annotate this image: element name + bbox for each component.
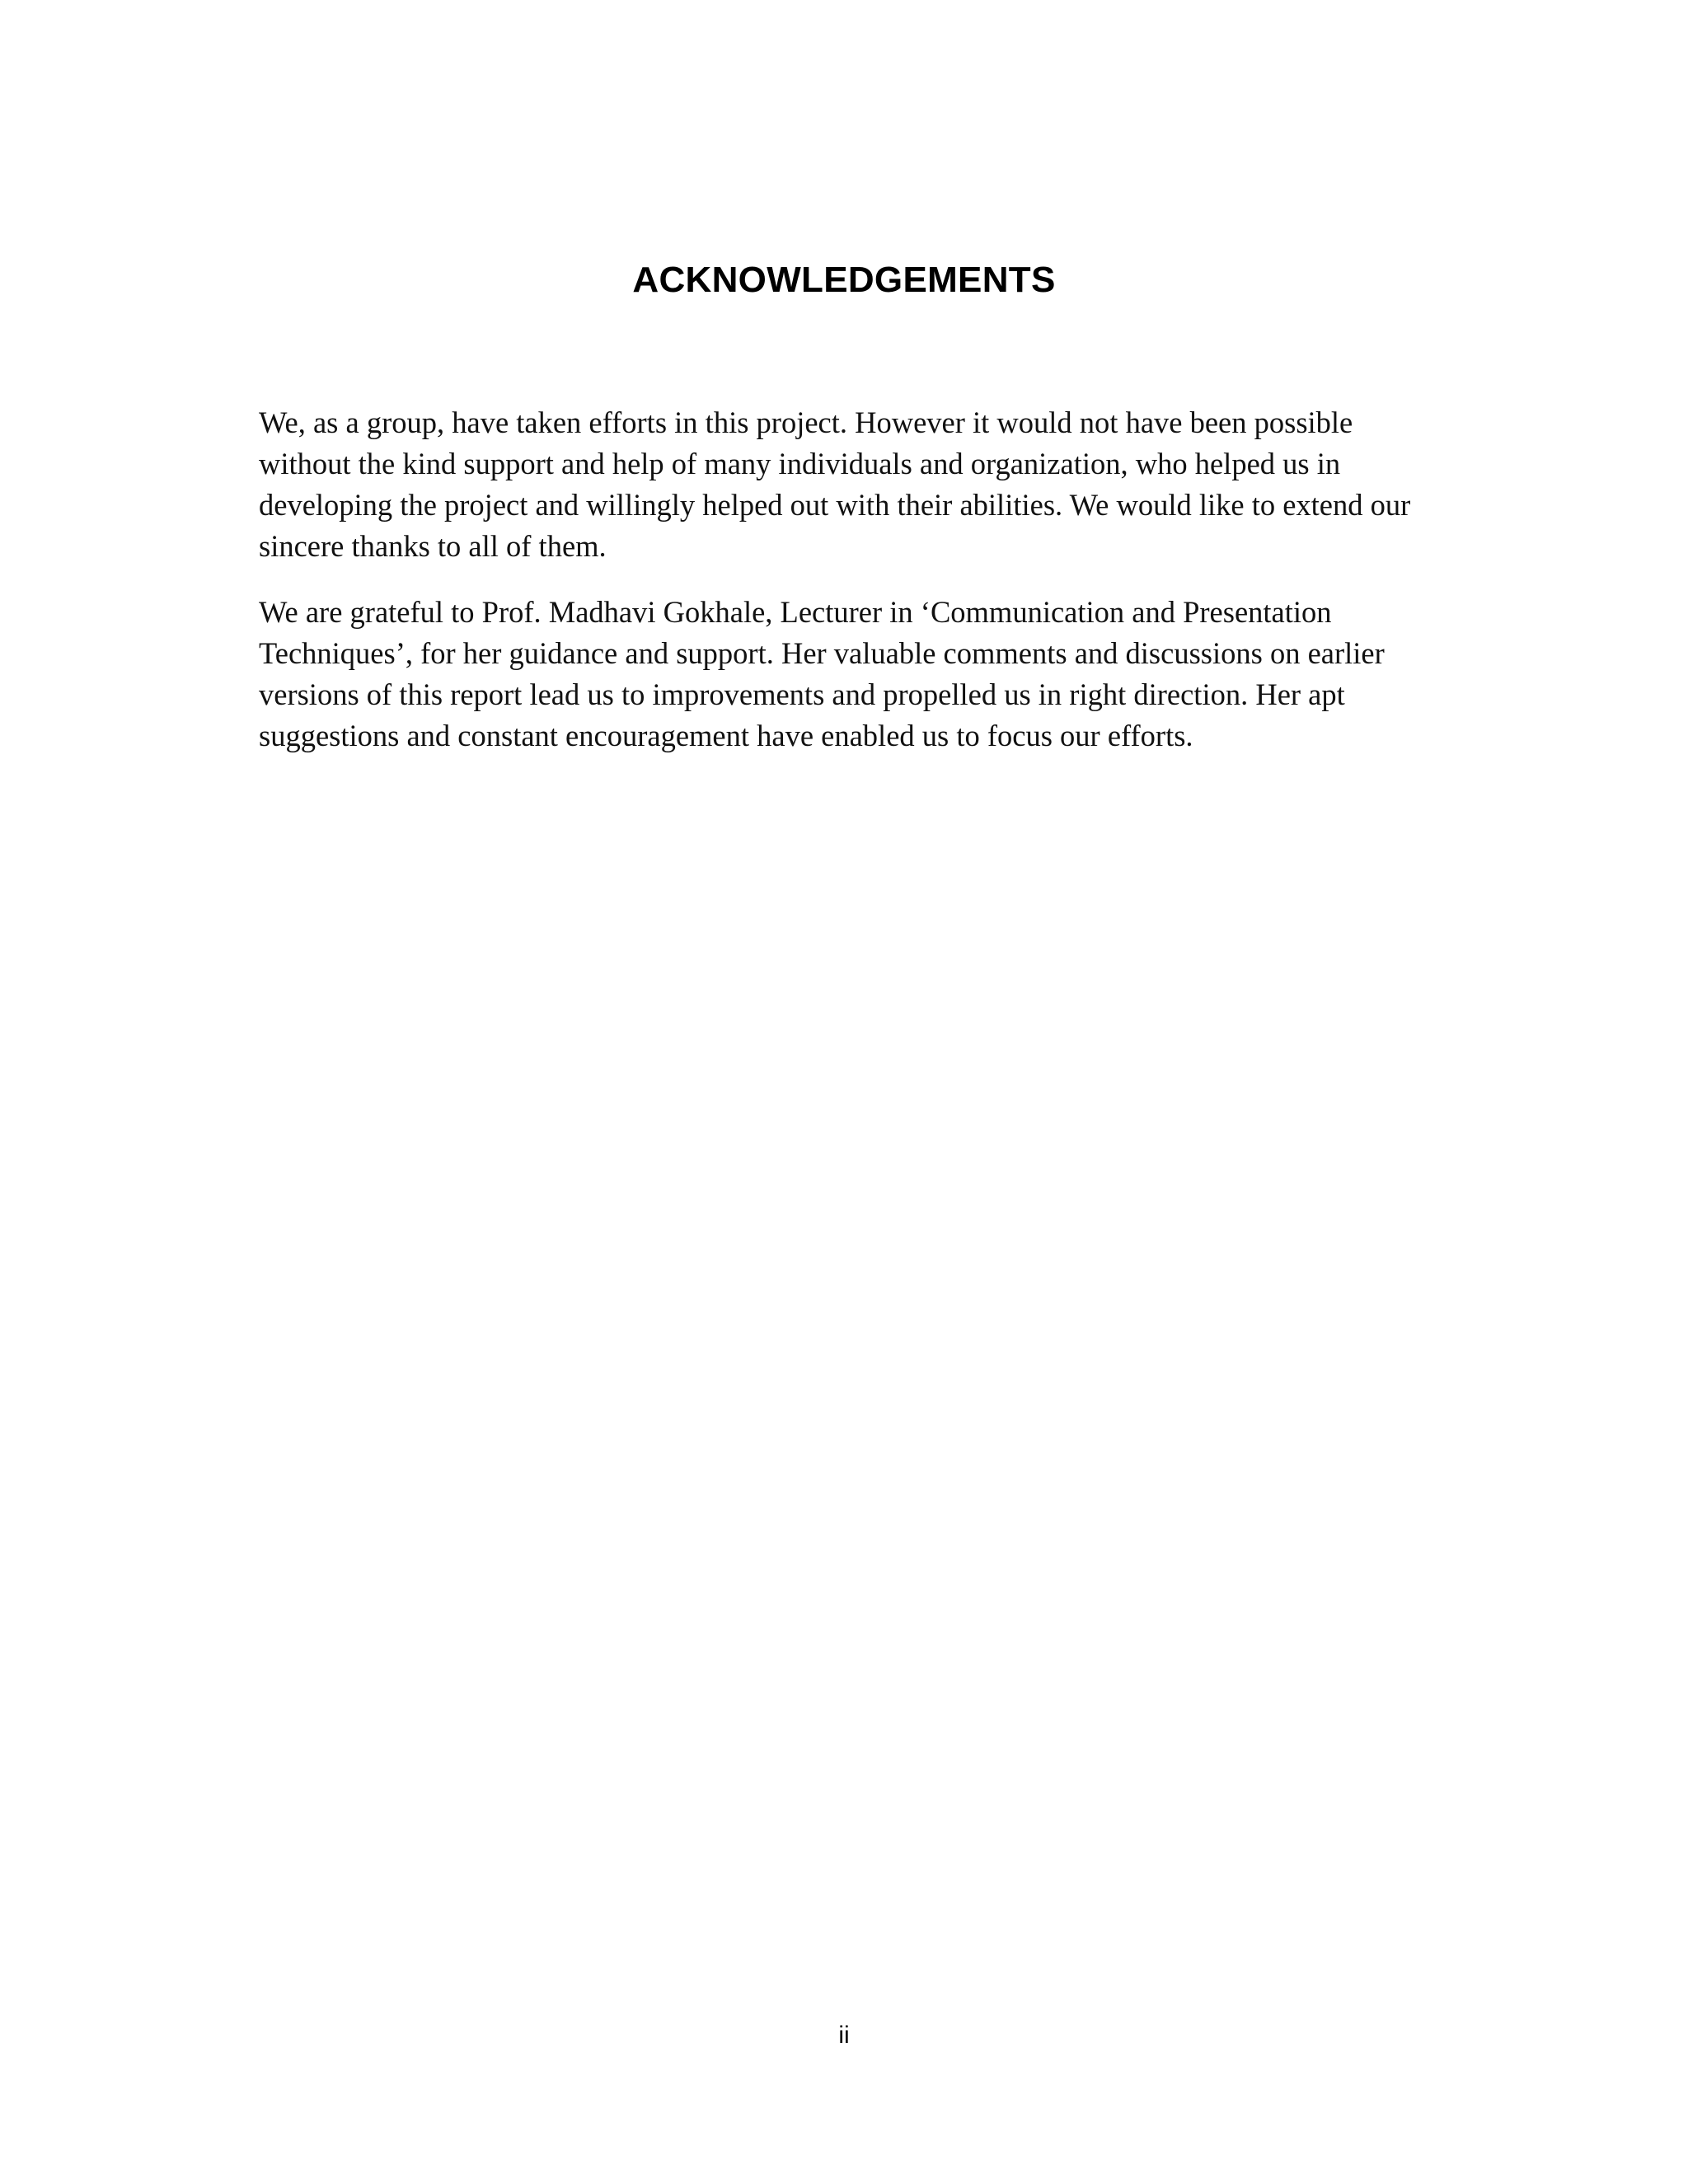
acknowledgements-body [259, 402, 1446, 781]
page-number: ii [838, 2022, 850, 2049]
paragraph-1: We, as a group, have taken efforts in this project. However it would not have been possible without the kind support and help of many individuals and organization, who helped us in developing the project and willingly helped out with their abilities. We would like to extend our sincere thanks to all of them. [259, 405, 1411, 563]
paragraph-2: We are grateful to Prof. Madhavi Gokhale, Lecturer in ‘Communication and Presentation Techniques’, for her guidance and support. Her valuable comments and discussions on earlier versions of this report lead us to improvements and propelled us in right direction. Her apt suggestions and constant encouragement have enabled us to focus our efforts. [259, 595, 1385, 752]
page-title: ACKNOWLEDGEMENTS [632, 260, 1056, 300]
